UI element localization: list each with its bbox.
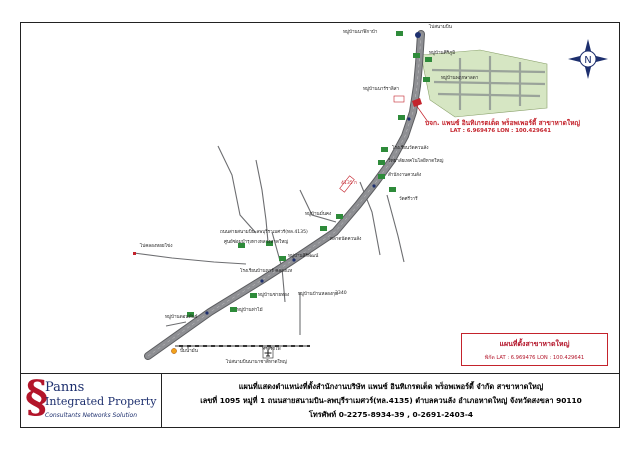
logo-tagline: Consultants Networks Solution [45, 412, 138, 419]
airport-direction-marker [133, 252, 136, 255]
landmark-label: หมู่บ้านมั่นคง [305, 212, 332, 217]
footer-title: แผนที่แสดงตำแหน่งที่ตั้งสำนักงานบริษัท แพนซ์ อินทิเกรตเต็ด พร็อพเพอร์ตี้ จำกัด สาขาหาดใหญ่ [238, 382, 544, 391]
footer-phone: โทรศัพท์ 0-2275-8934-39 , 0-2691-2403-4 [308, 410, 474, 419]
landmark-label: ไปสนามบินนานาชาติหาดใหญ่ [226, 360, 287, 365]
footer [20, 373, 620, 428]
landmark-label: หมู่บ้านนาร์ราลิสา [363, 87, 400, 92]
main-road [148, 34, 421, 356]
landmark-label: ปั๊มน้ำมัน [180, 349, 198, 354]
landmark-label: วัดศรีวารี [399, 197, 418, 202]
landmark-label: หมู่บ้านบ้านหลองกุม [298, 292, 338, 297]
housing-estate [421, 50, 547, 117]
landmark-label: ไปสนามบิน [429, 25, 452, 30]
landmark-label: ทางรถไฟ [262, 347, 281, 352]
footer-address-block [171, 380, 611, 422]
km-sign-label: 4135 ก [341, 181, 357, 186]
gas-icon [171, 348, 176, 353]
legend-box [461, 333, 608, 366]
road-label: ถนนสายสนามบิน-ลพบุรีราเมศวร์(ทล.4135) [220, 230, 308, 235]
logo-line1: Panns [45, 380, 85, 395]
landmark-label: หมู่บ้านพฤกษาลดา [441, 76, 479, 81]
footer-address: เลขที่ 1095 หมู่ที่ 1 ถนนสายสนามบิน-ลพบุรีราเมศวร์(ทล.4135) ตำบลควนลัง อำเภอหาดใหญ่ จังหวัดสงขลา 90110 [200, 396, 582, 405]
logo-line2: Integrated Property [45, 395, 157, 408]
main-road-outline [148, 34, 421, 356]
branch-coords: LAT : 6.969476 LON : 100.429641 [450, 128, 552, 134]
compass-icon [567, 38, 609, 80]
landmark-label: ศูนย์ซ่อมบำรุงทางหลวงหาดใหญ่ [224, 240, 289, 245]
footer-divider [161, 374, 162, 427]
landmark-label: วิทยาลัยเทคโนโลยีหาดใหญ่ [388, 159, 444, 164]
branch-label: บจก. แพนซ์ อินทิเกรตเต็ด พร็อพเพอร์ตี้ สาขาหาดใหญ่ [425, 119, 581, 127]
landmark-label: โรงเรียนวัดควนลัง [392, 146, 429, 151]
km-sign-label: 3340 [335, 291, 347, 296]
landmark-label: หมู่บ้านนาฬิกาบ้า [343, 30, 378, 35]
landmark-label: สำนักงานควนลัง [388, 173, 422, 178]
logo-mark-icon: § [25, 372, 49, 423]
legend-title: แผนที่ตั้งสาขาหาดใหญ่ [499, 340, 570, 348]
legend-coords: พิกัด LAT : 6.969476 LON : 100.429641 [484, 355, 585, 361]
landmark-label: หมู่บ้านศิริภูมิ [429, 51, 456, 56]
company-logo [25, 372, 157, 424]
compass-letter: N [584, 55, 592, 66]
landmark-label: หมู่บ้านชายทอง [258, 293, 290, 298]
landmark-label: หมู่บ้านสิริพัฒน์ [288, 254, 319, 259]
landmark-label: ตลาดนัดควนลัง [330, 237, 362, 242]
landmark-label: หมู่บ้านท่าไม้ [237, 308, 263, 313]
landmark-label: หมู่บ้านดอนพันธ์ [165, 315, 198, 320]
landmark-label: โรงเรียนบ้านหาร์ คลองแห [240, 269, 293, 274]
landmark-label: ไปคลองหอยโข่ง [140, 244, 173, 249]
